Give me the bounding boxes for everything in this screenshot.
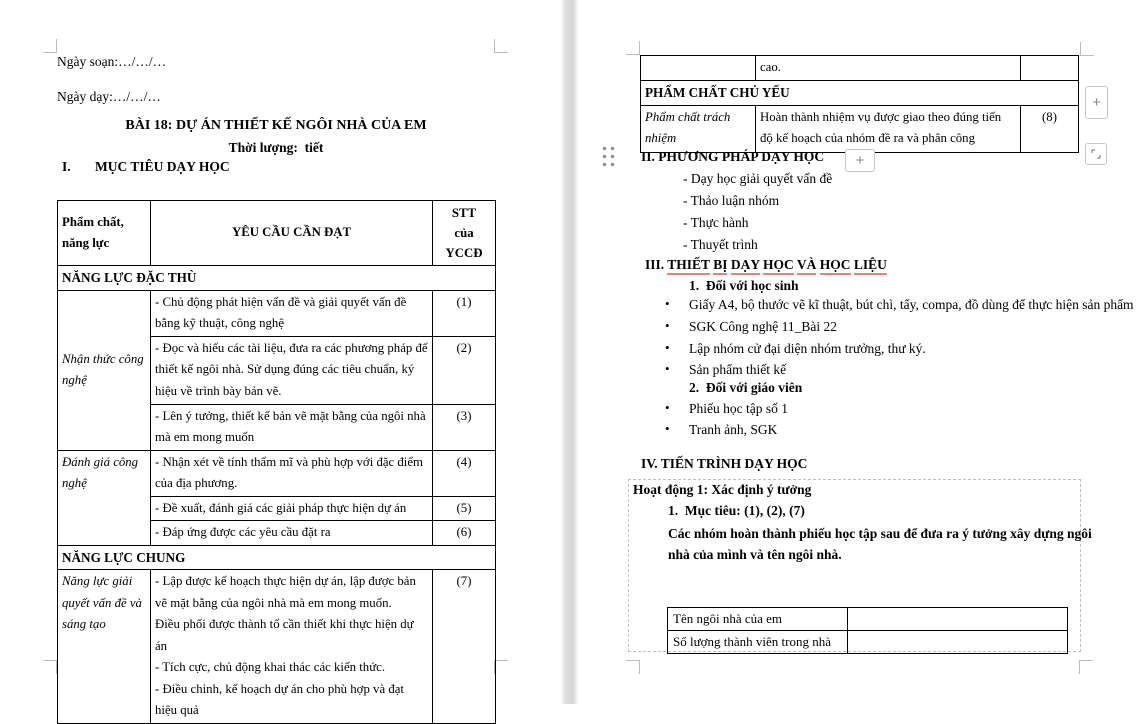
activity1-description: Các nhóm hoàn thành phiếu học tập sau để đưa ra ý tưởng xây dựng ngôi nhà của mình và tên ngôi nhà. (668, 526, 1092, 562)
activity1-goal: 1. Mục tiêu: (1), (2), (7) (668, 503, 805, 518)
worksheet-table[interactable] (667, 607, 1068, 654)
stt-cell: (6) (433, 521, 496, 546)
student-item: Sản phẩm thiết kế (689, 362, 787, 377)
objectives-header-col2: YÊU CẦU CẦN ĐẠT (151, 201, 433, 266)
crop-mark-icon (626, 41, 640, 55)
lesson-duration: Thời lượng: tiết (228, 140, 324, 155)
section1-numeral: I. (62, 159, 71, 174)
section2-title: II. PHƯƠNG PHÁP DẠY HỌC (641, 149, 825, 164)
objectives-header-col1: Phẩm chất, năng lực (58, 201, 151, 266)
plus-icon: + (855, 152, 865, 169)
section1-title: MỤC TIÊU DẠY HỌC (95, 159, 230, 174)
requirement-cell: - Đáp ứng được các yêu cầu đặt ra (151, 521, 433, 546)
section-row-specific-competency: NĂNG LỰC ĐẶC THÙ (58, 266, 496, 291)
drag-handle-icon[interactable] (602, 146, 618, 169)
table-resize-button[interactable] (1085, 143, 1107, 165)
bullet-icon: • (665, 421, 670, 436)
section-row-main-quality: PHẨM CHẤT CHỦ YẾU (641, 81, 1079, 106)
requirement-cell: - Lên ý tưởng, thiết kế bản vẽ mặt bằng của ngôi nhà mà em mong muốn (151, 404, 433, 450)
crop-mark-icon (626, 660, 640, 674)
worksheet-value-cell[interactable] (848, 608, 1068, 631)
worksheet-label-cell: Tên ngôi nhà của em (668, 608, 848, 631)
activity1-title: Hoạt động 1: Xác định ý tưởng (633, 482, 812, 497)
crop-mark-icon (43, 660, 57, 674)
section3-sub1-heading: 1. Đối với học sinh (689, 278, 799, 293)
stt-cell: (1) (433, 290, 496, 336)
requirement-cell: Hoàn thành nhiệm vụ được giao theo đúng tiến độ kế hoạch của nhóm đề ra và phân công (756, 105, 1021, 152)
requirement-cell: - Đọc và hiểu các tài liệu, đưa ra các phương pháp để thiết kế ngôi nhà. Sử dụng đúng các tiêu chuẩn, ký hiệu về trình bày bản vẽ. (151, 336, 433, 404)
category-cell: Phẩm chất trách nhiệm (641, 105, 756, 152)
page-left[interactable] (0, 0, 561, 717)
objectives-header-col3: STT của YCCĐ (433, 201, 496, 266)
student-item: Lập nhóm cử đại diện nhóm trưởng, thư ký. (689, 341, 926, 356)
method-item: - Thuyết trình (683, 237, 758, 252)
category-cell: Năng lực giải quyết vấn đề và sáng tạo (58, 570, 151, 724)
stt-cell: (3) (433, 404, 496, 450)
worksheet-label-cell: Số lượng thành viên trong nhà (668, 631, 848, 654)
add-row-button[interactable] (845, 149, 875, 172)
crop-mark-icon (1080, 42, 1094, 56)
activity1-box (628, 479, 1092, 652)
requirement-cell: - Nhận xét về tính thẩm mĩ và phù hợp với đặc điểm của địa phương. (151, 450, 433, 496)
section-row-general-competency: NĂNG LỰC CHUNG (58, 545, 496, 570)
teacher-item: Phiếu học tập số 1 (689, 401, 788, 416)
bullet-icon: • (665, 400, 670, 415)
bullet-icon: • (665, 318, 670, 333)
crop-mark-icon (494, 39, 508, 53)
section3-title-prefix: III. (645, 257, 665, 272)
page-right[interactable] (578, 0, 1140, 704)
stt-cell: (7) (433, 570, 496, 724)
stt-cell: (8) (1021, 105, 1079, 152)
date-taught-line: Ngày dạy:…/…/… (57, 89, 161, 104)
requirement-cell: - Chủ động phát hiện vấn đề và giải quyết vấn đề bằng kỹ thuật, công nghệ (151, 290, 433, 336)
teacher-item: Tranh ảnh, SGK (689, 422, 778, 437)
stt-cell: (4) (433, 450, 496, 496)
date-prepared-line: Ngày soạn:…/…/… (57, 54, 167, 69)
bullet-icon: • (665, 361, 670, 376)
plus-icon: + (1092, 94, 1101, 111)
stt-cell: (2) (433, 336, 496, 404)
objectives-table[interactable] (57, 200, 496, 724)
worksheet-value-cell[interactable] (848, 631, 1068, 654)
student-item: Giấy A4, bộ thước vẽ kĩ thuật, bút chì, tẩy, compa, đồ dùng để thực hiện sản phẩm (689, 297, 1134, 312)
requirement-carry-cell: cao. (756, 56, 1021, 81)
requirement-cell: - Đề xuất, đánh giá các giải pháp thực hiện dự án (151, 496, 433, 521)
category-cell (641, 56, 756, 81)
method-item: - Dạy học giải quyết vấn đề (683, 171, 833, 186)
page-gap-divider (561, 0, 578, 704)
bullet-icon: • (665, 296, 670, 311)
requirement-cell: - Lập được kế hoạch thực hiện dự án, lập được bản vẽ mặt bằng của ngôi nhà mà em mong muốn. Điều phối được thành tố cần thiết khi thực hiện dự án - Tích cực, chủ động khai thác các kiến thức. - Điều chỉnh, kế hoạch dự án cho phù hợp và đạt hiệu quả (151, 570, 433, 724)
section4-title: IV. TIẾN TRÌNH DẠY HỌC (641, 456, 808, 471)
crop-mark-icon (494, 660, 508, 674)
bullet-icon: • (665, 340, 670, 355)
section3-title (645, 256, 887, 273)
objectives-table-continued[interactable] (640, 55, 1079, 153)
category-cell: Nhận thức công nghệ (58, 290, 151, 450)
method-item: - Thực hành (683, 215, 749, 230)
crop-mark-icon (43, 39, 57, 53)
lesson-title: BÀI 18: DỰ ÁN THIẾT KẾ NGÔI NHÀ CỦA EM (125, 118, 427, 133)
category-cell: Đánh giá công nghệ (58, 450, 151, 545)
resize-corners-icon (1090, 148, 1102, 160)
section3-title-main: THIẾT BỊ DẠY HỌC VÀ HỌC LIỆU (667, 257, 887, 275)
stt-cell: (5) (433, 496, 496, 521)
method-item: - Thảo luận nhóm (683, 193, 780, 208)
section3-sub2-heading: 2. Đối với giáo viên (689, 380, 803, 395)
crop-mark-icon (1079, 660, 1093, 674)
student-item: SGK Công nghệ 11_Bài 22 (689, 319, 837, 334)
add-column-button[interactable] (1085, 86, 1108, 119)
stt-cell (1021, 56, 1079, 81)
